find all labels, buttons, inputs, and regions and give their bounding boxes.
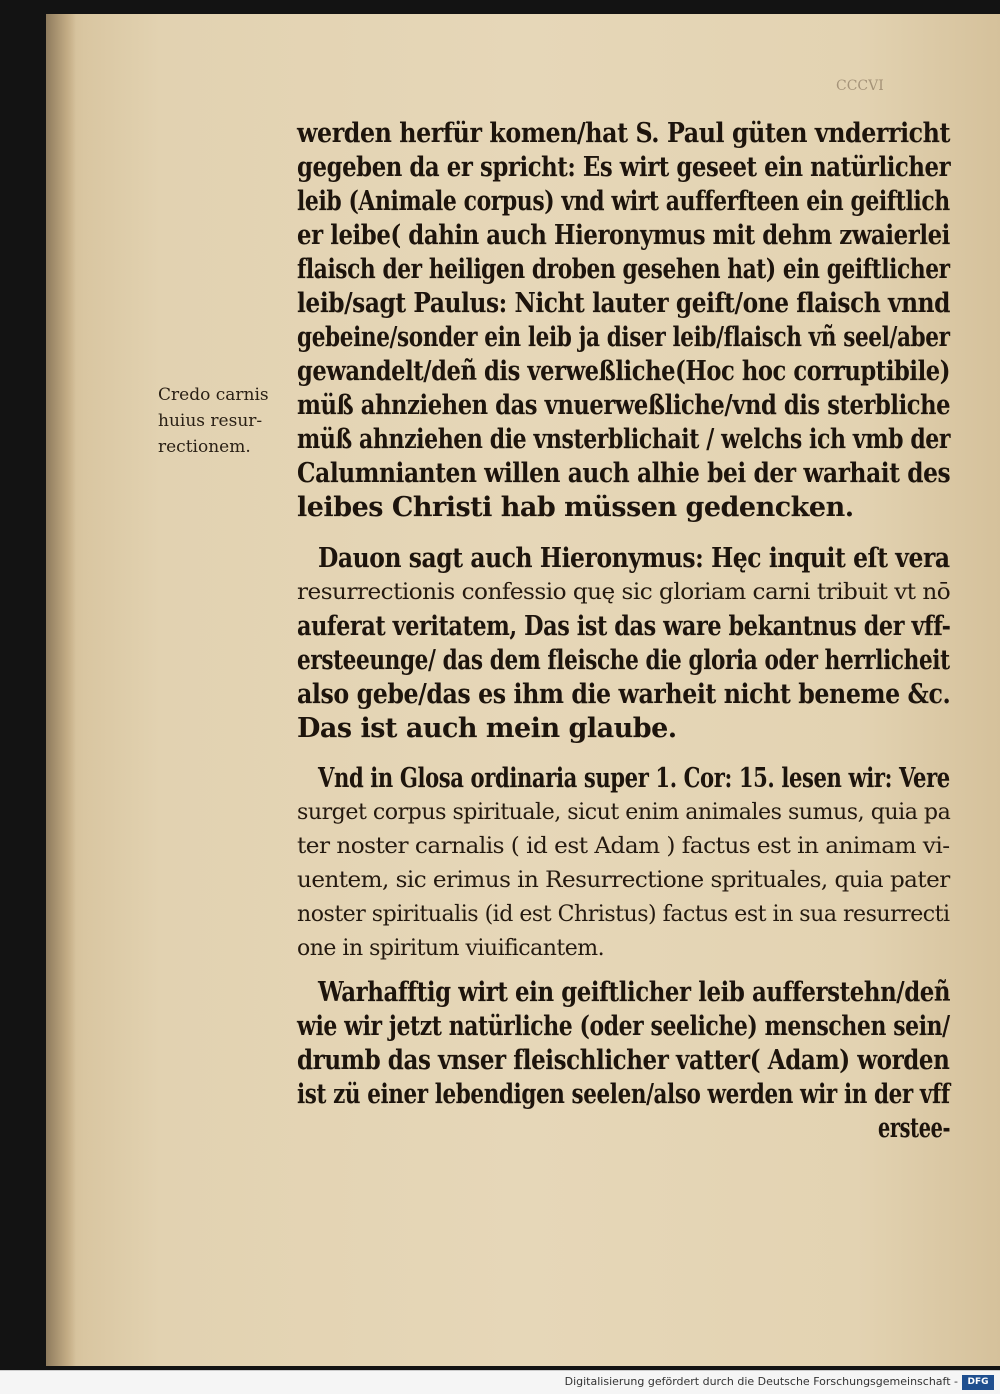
text-line-14: resurrectionis confessio quę sic gloriam carni tribuit vt nō (297, 580, 951, 605)
text-line-4: er leibe( dahin auch Hieronymus mit dehm zwaierlei (297, 220, 950, 251)
text-line-22: uentem, sic erimus in Resurrectione sprituales, quia pater (297, 868, 950, 893)
text-line-2: gegeben da er spricht: Es wirt geseet ein natürlicher (297, 152, 951, 183)
footer-bar (0, 1370, 1000, 1394)
text-line-28: ist zü einer lebendigen seelen/also werden wir in der vff (297, 1079, 950, 1110)
text-line-1: werden herfür komen/hat S. Paul güten vnderricht (297, 118, 951, 149)
text-line-12: leibes Christi hab müssen gedencken. (297, 492, 854, 523)
page-gutter-shadow (46, 14, 76, 1366)
text-line-25: Warhafftig wirt ein geiftlicher leib aufferstehn/deñ (318, 977, 951, 1008)
margin-note-line-3: rectionem. (158, 437, 251, 457)
margin-note-line-1: Credo carnis (158, 385, 269, 405)
text-line-18: Das ist auch mein glaube. (297, 713, 677, 744)
text-line-16: ersteeunge/ das dem fleische die gloria oder herrlicheit (297, 645, 950, 676)
text-line-9: müß ahnziehen das vnuerweßliche/vnd dis sterbliche (297, 390, 951, 421)
text-line-8: gewandelt/deñ dis verweßliche(Hoc hoc corruptibile) (297, 356, 951, 387)
footer-credit-text: Digitalisierung gefördert durch die Deutsche Forschungsgemeinschaft - (564, 1375, 958, 1388)
text-line-24: one in spiritum viuificantem. (297, 936, 605, 961)
text-line-21: ter noster carnalis ( id est Adam ) factus est in animam vi- (297, 834, 950, 859)
margin-note-line-2: huius resur- (158, 411, 263, 431)
text-line-23: noster spiritualis (id est Christus) factus est in sua resurrecti (297, 902, 950, 927)
text-line-17: also gebe/das es ihm die warheit nicht beneme &c. (297, 679, 951, 710)
text-line-20: surget corpus spirituale, sicut enim animales sumus, quia pa (297, 800, 951, 825)
text-line-29-catchword: erstee- (878, 1113, 951, 1144)
page-header-mark: CCCVI (836, 78, 884, 94)
text-line-10: müß ahnziehen die vnsterblichait / welchs ich vmb der (297, 424, 951, 455)
text-line-15: auferat veritatem, Das ist das ware bekantnus der vff- (297, 611, 951, 642)
text-line-13: Dauon sagt auch Hieronymus: Hęc inquit eſt vera (318, 543, 950, 574)
text-line-6: leib/sagt Paulus: Nicht lauter geift/one flaisch vnnd (297, 288, 951, 319)
text-line-3: leib (Animale corpus) vnd wirt aufferfteen ein geiftlich (297, 186, 950, 217)
dfg-logo: DFG (962, 1375, 994, 1390)
text-line-7: gebeine/sonder ein leib ja diser leib/flaisch vñ seel/aber (297, 322, 950, 353)
text-line-27: drumb das vnser fleischlicher vatter( Adam) worden (297, 1045, 950, 1076)
text-line-11: Calumnianten willen auch alhie bei der warhait des (297, 458, 951, 489)
text-line-26: wie wir jetzt natürliche (oder seeliche) menschen sein/ (297, 1011, 950, 1042)
text-line-19: Vnd in Glosa ordinaria super 1. Cor: 15. lesen wir: Vere (318, 763, 950, 794)
text-line-5: flaisch der heiligen droben gesehen hat) ein geiftlicher (297, 254, 950, 285)
